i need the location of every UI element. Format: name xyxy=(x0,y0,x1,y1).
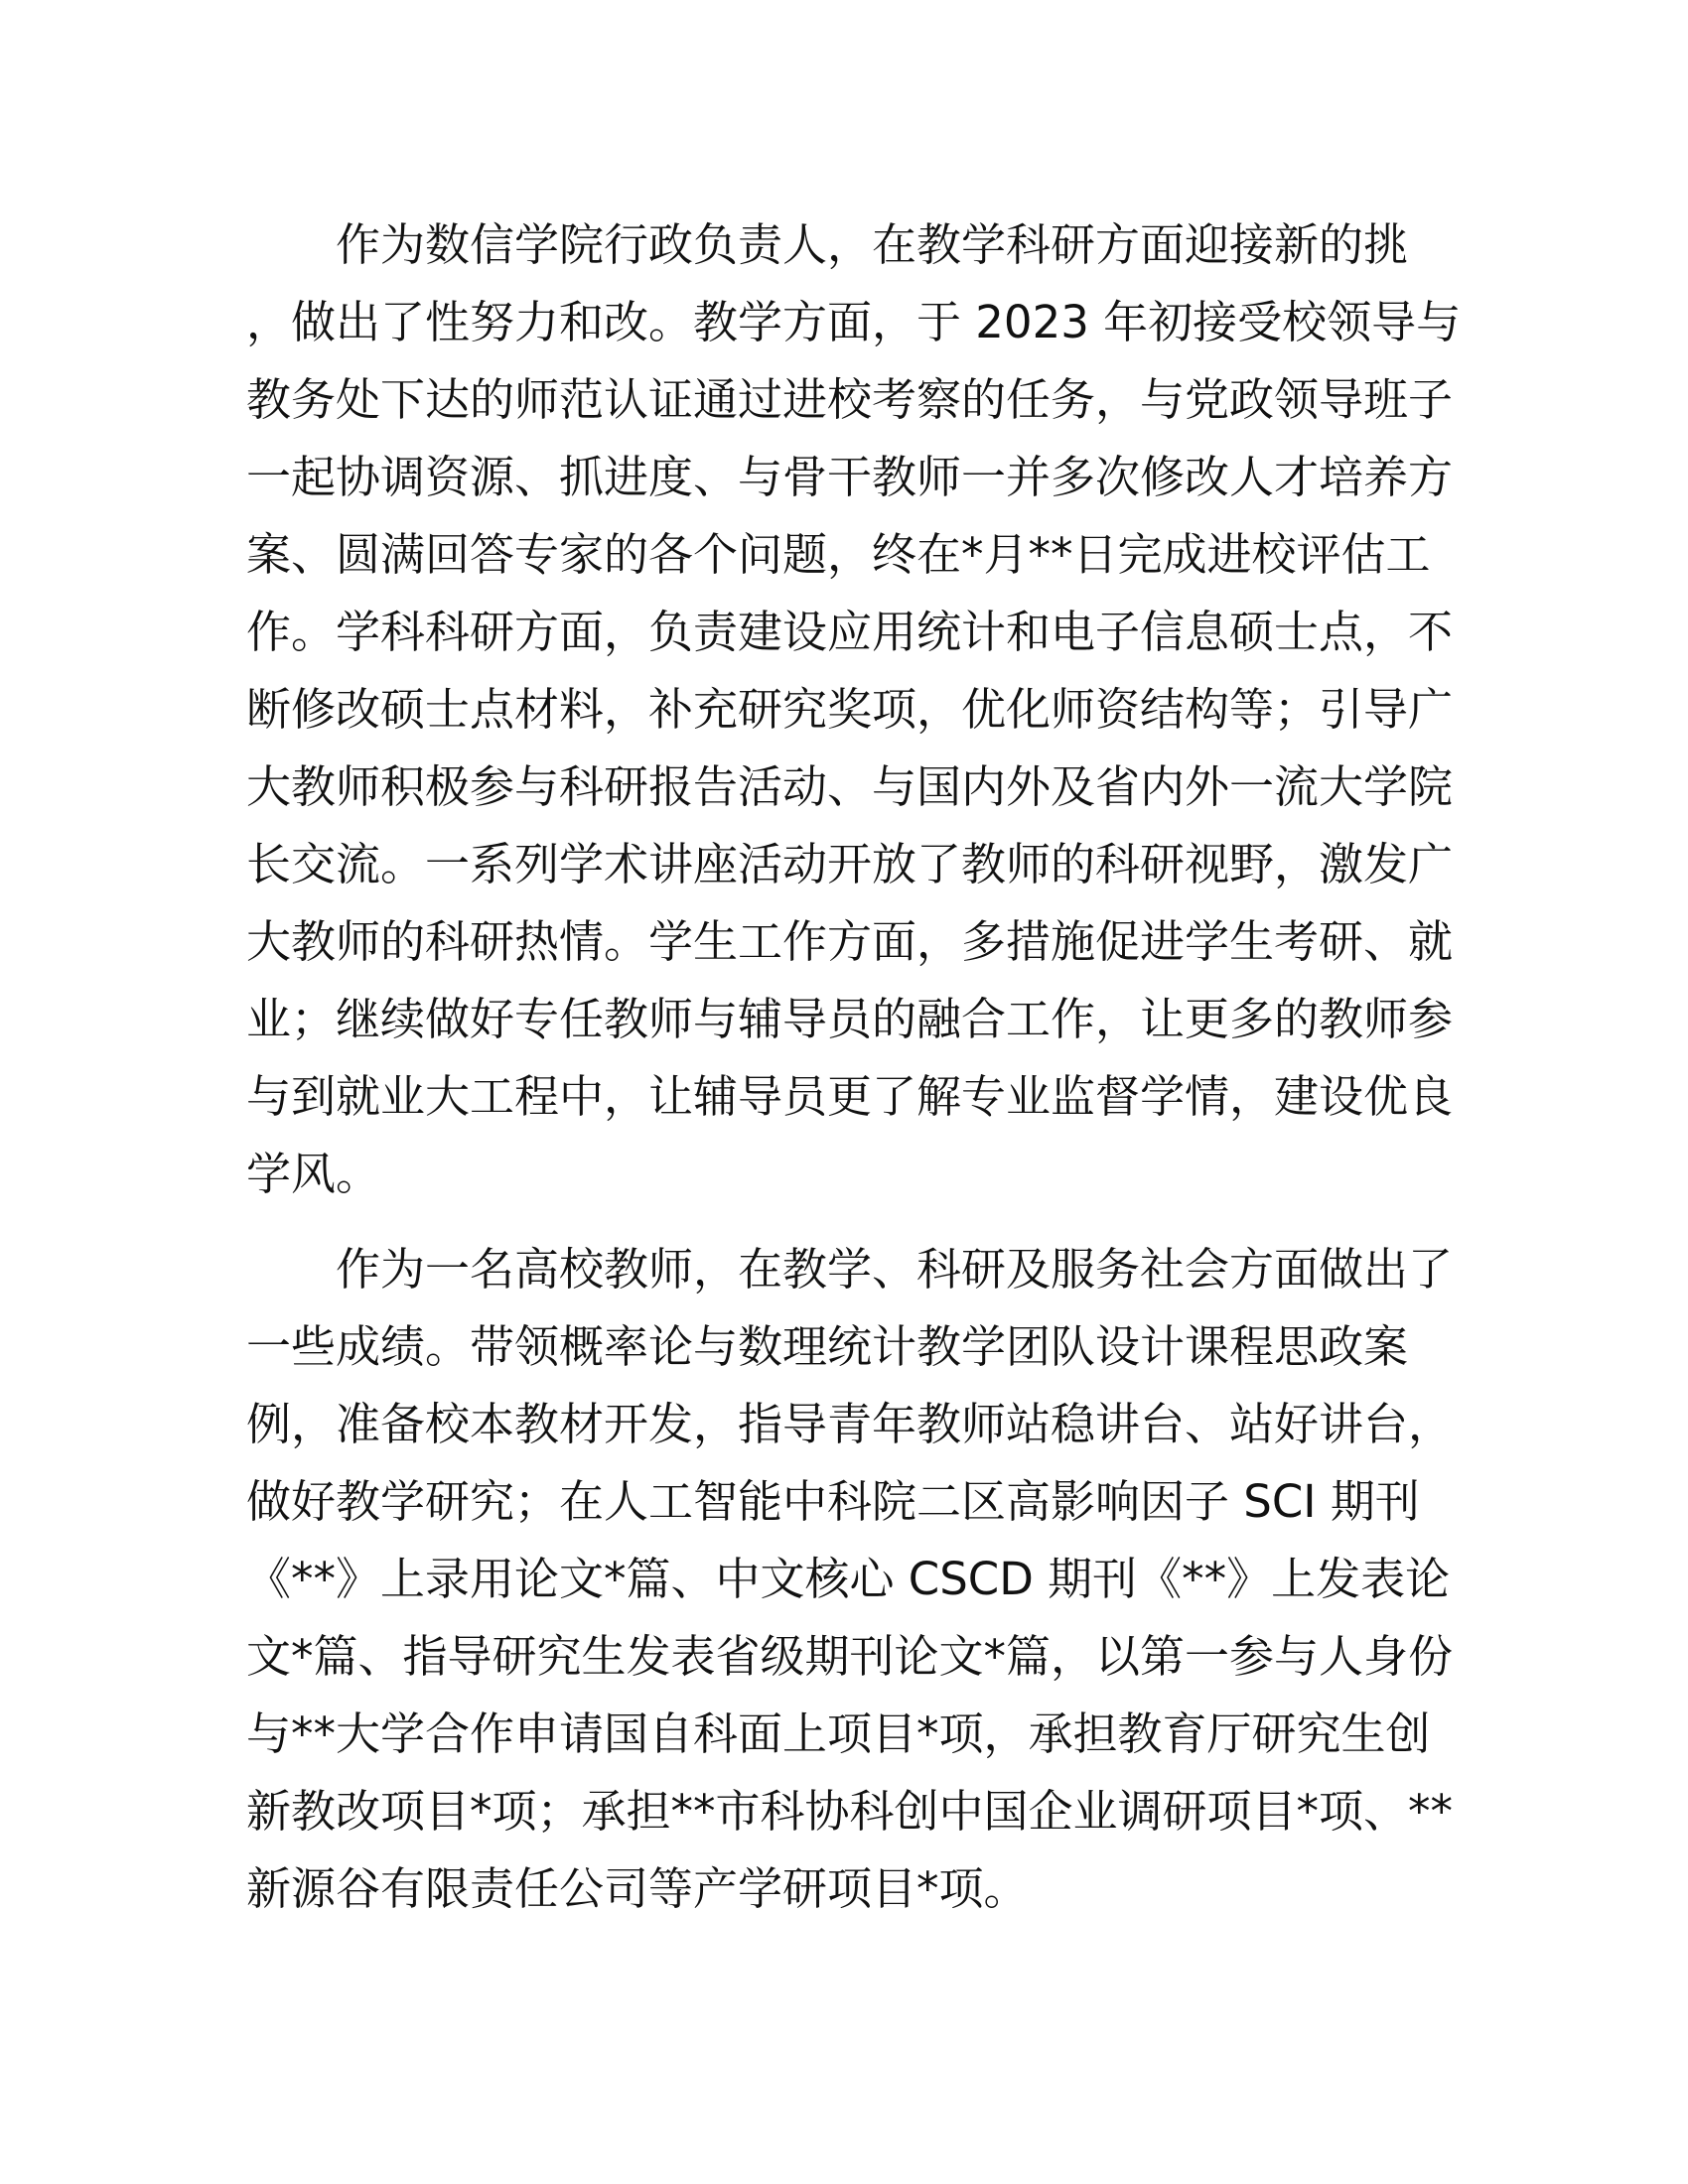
paragraph-teacher-work xyxy=(246,1231,1454,1928)
text-line: 新源谷有限责任公司等产学研项目*项。 xyxy=(246,1862,1029,1915)
text-line: 长交流。一系列学术讲座活动开放了教师的科研视野，激发广 xyxy=(246,838,1454,890)
text-line: 案、圆满回答专家的各个问题，终在*月**日完成进校评估工 xyxy=(246,528,1431,581)
text-line: 作为数信学院行政负责人，在教学科研方面迎接新的挑 xyxy=(336,218,1409,271)
paragraph-admin-work xyxy=(246,206,1462,1213)
text-line: 新教改项目*项；承担**市科协科创中国企业调研项目*项、** xyxy=(246,1785,1454,1838)
text-line: 作。学科科研方面，负责建设应用统计和电子信息硕士点，不 xyxy=(246,606,1454,658)
text-line: 文*篇、指导研究生发表省级期刊论文*篇，以第一参与人身份 xyxy=(246,1630,1454,1683)
text-line: ，做出了性努力和改。教学方面，于 2023 年初接受校领导与 xyxy=(246,296,1462,348)
text-line: 学风。 xyxy=(246,1148,381,1200)
text-line: 教务处下达的师范认证通过进校考察的任务，与党政领导班子 xyxy=(246,373,1454,426)
text-line: 业；继续做好专任教师与辅导员的融合工作，让更多的教师参 xyxy=(246,993,1454,1045)
text-line: 例，准备校本教材开发，指导青年教师站稳讲台、站好讲台， xyxy=(246,1398,1454,1450)
text-line: 一些成绩。带领概率论与数理统计教学团队设计课程思政案 xyxy=(246,1320,1409,1373)
text-line: 与到就业大工程中，让辅导员更了解专业监督学情，建设优良 xyxy=(246,1070,1454,1123)
text-line: 做好教学研究；在人工智能中科院二区高影响因子 SCI 期刊 xyxy=(246,1475,1420,1528)
text-line: 大教师的科研热情。学生工作方面，多措施促进学生考研、就 xyxy=(246,915,1454,968)
text-line: 《**》上录用论文*篇、中文核心 CSCD 期刊《**》上发表论 xyxy=(246,1553,1451,1605)
text-line: 大教师积极参与科研报告活动、与国内外及省内外一流大学院 xyxy=(246,760,1454,813)
text-line: 断修改硕士点材料，补充研究奖项，优化师资结构等；引导广 xyxy=(246,683,1454,736)
text-line: 作为一名高校教师，在教学、科研及服务社会方面做出了 xyxy=(336,1243,1454,1296)
text-line: 一起协调资源、抓进度、与骨干教师一并多次修改人才培养方 xyxy=(246,451,1454,503)
text-line: 与**大学合作申请国自科面上项目*项，承担教育厅研究生创 xyxy=(246,1707,1431,1760)
